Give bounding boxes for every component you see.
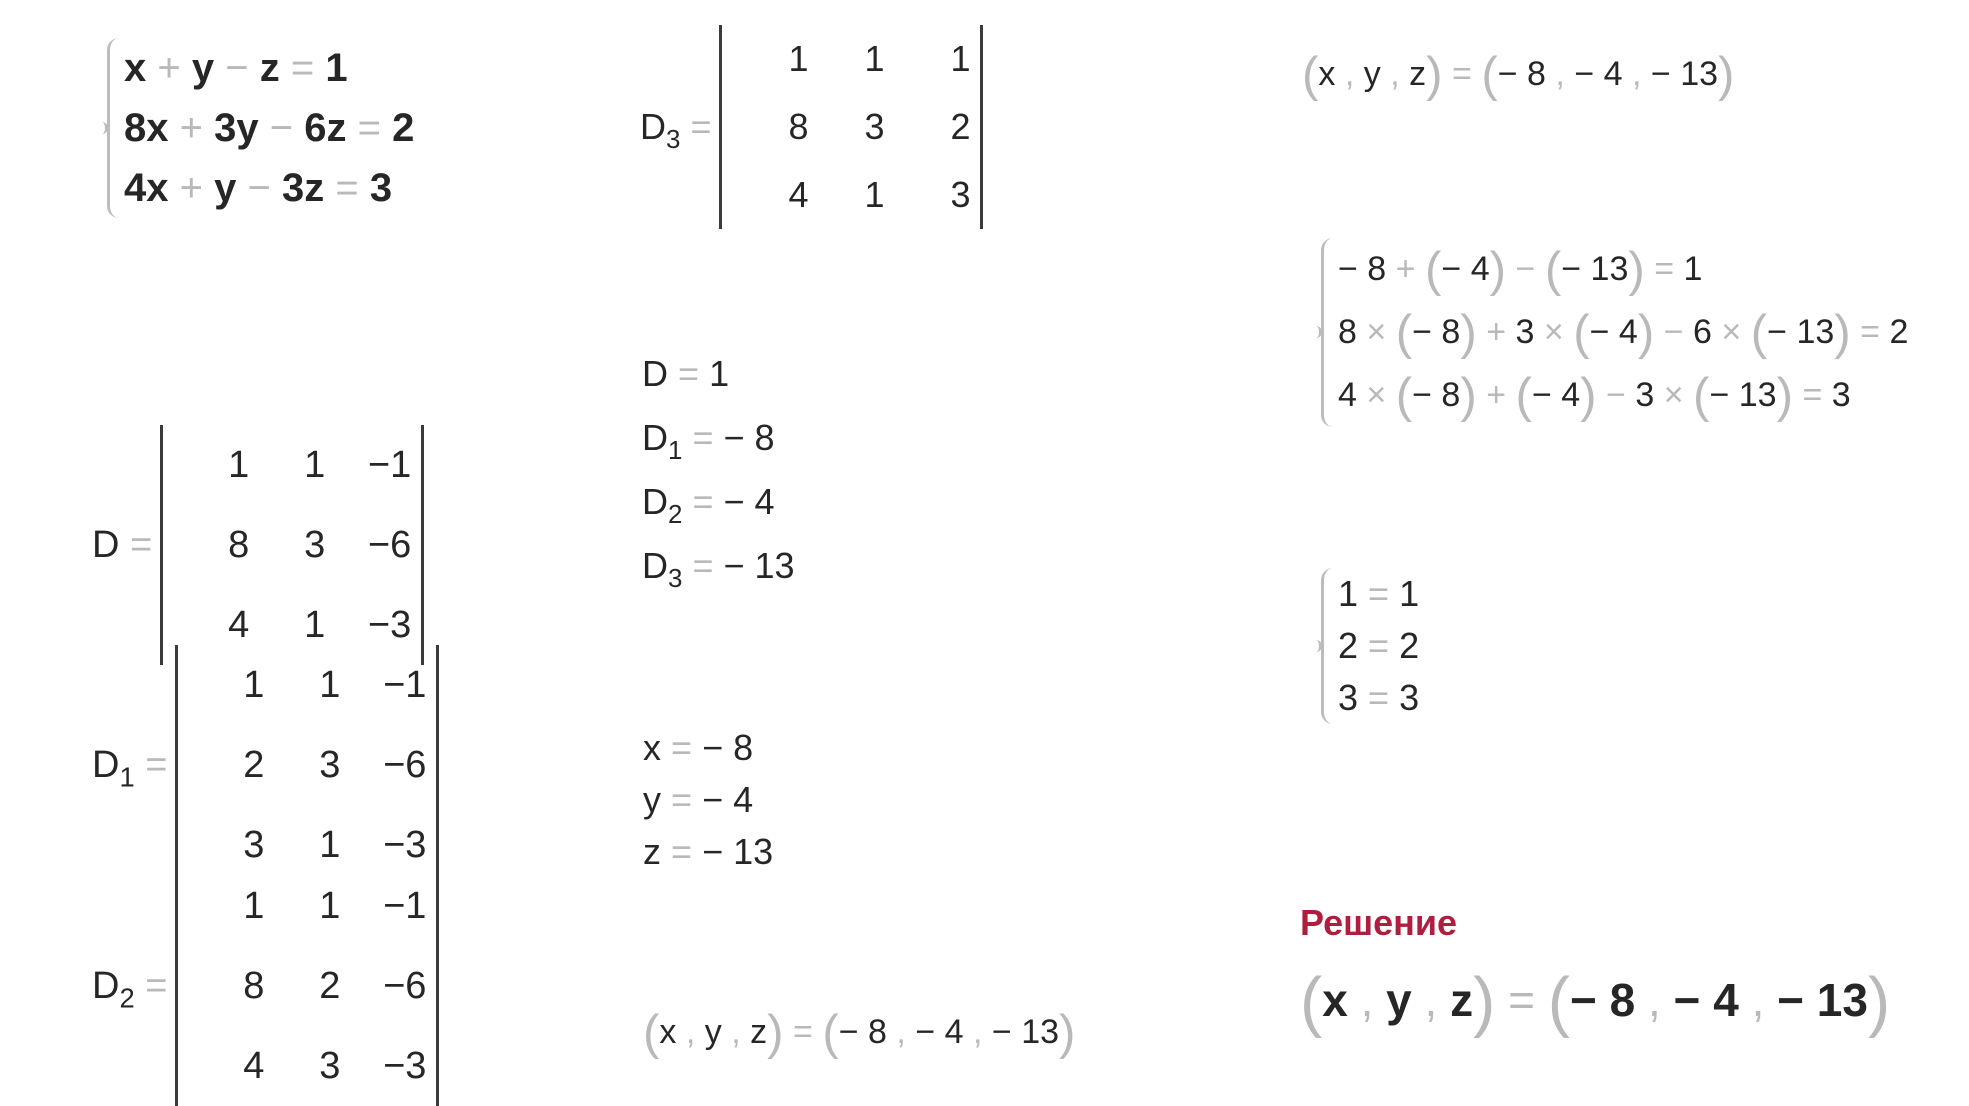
term: 1: [325, 46, 348, 90]
operator: ×: [1543, 312, 1564, 351]
separator: ,: [973, 1013, 983, 1052]
determinant-values: [642, 342, 795, 598]
tuple-item: − 8: [1497, 55, 1546, 94]
operator: −: [1606, 375, 1626, 414]
matrix-cell: 1: [243, 884, 265, 927]
equation-row: [124, 158, 414, 218]
check-rows: [1338, 238, 1908, 427]
determinant-d2: [92, 866, 439, 1106]
term: − 8: [1338, 250, 1387, 288]
matrix-cell: −3: [383, 1044, 427, 1087]
tuple-item: y: [1386, 974, 1412, 1026]
separator: ,: [685, 1013, 696, 1052]
tuple-item: − 4: [915, 1013, 964, 1052]
term: 2: [1338, 625, 1359, 666]
matrix-cell: −1: [367, 443, 412, 486]
matrix-cell: −6: [383, 743, 427, 786]
operator: ×: [1663, 375, 1684, 414]
var-z: z = − 13: [643, 831, 774, 872]
matrix-cell: 1: [788, 38, 809, 79]
term: − 13: [1709, 375, 1777, 414]
matrix-cell: 3: [243, 823, 265, 866]
operator: +: [1486, 312, 1507, 351]
matrix-cell: 2: [243, 743, 265, 786]
operator: =: [357, 106, 381, 150]
matrix-cell: 8: [228, 523, 250, 566]
operator: =: [793, 1013, 813, 1052]
matrix-cell: 1: [228, 443, 250, 486]
matrix-cell: 1: [864, 174, 885, 215]
tuple-item: − 8: [838, 1013, 887, 1052]
term: 3: [1515, 312, 1535, 351]
matrix-cell: 3: [950, 174, 971, 215]
equation-row: − 8 + (− 4) − (− 13) = 1: [1338, 241, 1703, 297]
tuple-item: − 13: [1650, 55, 1719, 94]
separator: ,: [1360, 974, 1374, 1026]
equation-row: [1338, 568, 1419, 620]
matrix-cell: 1: [319, 823, 341, 866]
operator: =: [335, 166, 359, 210]
term: 2: [392, 106, 415, 150]
term: 2: [1399, 625, 1420, 666]
matrix-cell: 1: [864, 38, 885, 79]
solution-heading: Решение: [1300, 902, 1458, 943]
term: − 13: [1767, 312, 1835, 351]
separator: ,: [731, 1013, 741, 1052]
equation-row: 8 × (− 8) + 3 × (− 4) − 6 × (− 13) = 2: [1338, 304, 1909, 360]
matrix-cell: −3: [367, 603, 412, 646]
matrix: [175, 866, 439, 1106]
equation-row: 4 × (− 8) + (− 4) − 3 × (− 13) = 3: [1338, 367, 1851, 423]
operator: =: [290, 46, 315, 90]
tuple-item: − 13: [1777, 974, 1868, 1026]
separator: ,: [1632, 55, 1642, 94]
term: 3: [1338, 677, 1359, 718]
operator: =: [1368, 677, 1390, 718]
term: 1: [1683, 250, 1703, 288]
matrix: [719, 25, 983, 229]
operator: ×: [1721, 312, 1742, 351]
term: 3z: [281, 166, 325, 210]
left-brace: [98, 38, 120, 218]
term: 8x: [124, 106, 169, 150]
operator: −: [1515, 250, 1536, 288]
operator: =: [1802, 375, 1823, 414]
term: x: [124, 46, 147, 90]
operator: −: [225, 46, 249, 90]
term: − 4: [1589, 312, 1638, 351]
operator: =: [1368, 573, 1390, 614]
operator: +: [1395, 250, 1416, 288]
matrix-cell: 2: [950, 106, 971, 147]
operator: −: [269, 106, 294, 150]
tuple-item: x: [659, 1013, 677, 1052]
matrix-cell: 4: [788, 174, 809, 215]
var-y: y = − 4: [643, 779, 754, 820]
tuple-result-top: (x , y , z) = (− 8 , − 4 , − 13): [1302, 47, 1735, 102]
tuple-item: y: [704, 1013, 722, 1052]
matrix-cell: −3: [383, 823, 427, 866]
left-brace: [1312, 238, 1334, 427]
matrix-cell: 3: [304, 523, 326, 566]
matrix-cell: −6: [367, 523, 412, 566]
term: 6: [1693, 312, 1712, 351]
solution-tuple: (x , y , z) = (− 8 , − 4 , − 13): [1300, 965, 1891, 1039]
tuple-item: z: [1450, 974, 1474, 1026]
matrix: [160, 425, 424, 665]
det-value-d1: $D_1$ = − 8: [642, 417, 775, 466]
left-brace: [1312, 568, 1334, 724]
operator: −: [1663, 312, 1684, 351]
equation-system: [98, 38, 414, 218]
determinant-d1: [92, 645, 439, 885]
operator: ×: [1366, 375, 1387, 414]
term: y: [214, 166, 237, 210]
operator: =: [130, 523, 153, 566]
separator: ,: [1424, 974, 1438, 1026]
operator: +: [179, 166, 203, 210]
operator: =: [1654, 250, 1675, 288]
determinant-d: [92, 425, 424, 665]
separator: ,: [1390, 55, 1400, 94]
term: 3y: [214, 106, 259, 150]
matrix-cell: 1: [319, 663, 341, 706]
operator: =: [1368, 625, 1390, 666]
var-x: x = − 8: [643, 727, 754, 768]
equation-row: [124, 38, 414, 98]
identity-system: [1312, 568, 1419, 724]
tuple-item: y: [1363, 55, 1381, 94]
matrix-cell: 3: [319, 1044, 341, 1087]
matrix-cell: 3: [319, 743, 341, 786]
check-system: [1312, 238, 1908, 427]
determinant-label: D =: [92, 523, 153, 566]
operator: =: [145, 964, 168, 1007]
determinant-label: $D_3$ =: [640, 106, 712, 155]
term: 8: [1338, 312, 1357, 351]
determinant-d3: [640, 25, 983, 229]
term: − 8: [1412, 375, 1461, 414]
term: y: [191, 46, 215, 90]
equation-row: [1338, 620, 1419, 672]
tuple-result-mid: (x , y , z) = (− 8 , − 4 , − 13): [643, 1005, 1076, 1060]
tuple-item: − 4: [1574, 55, 1623, 94]
matrix-cell: −1: [383, 884, 427, 927]
separator: ,: [1344, 55, 1355, 94]
operator: +: [1486, 375, 1507, 414]
variable-values: [643, 722, 773, 878]
determinant-label: $D_2$ =: [92, 964, 168, 1014]
determinant-label: $D_1$ =: [92, 743, 168, 793]
matrix-cell: 1: [243, 663, 265, 706]
term: z: [259, 46, 280, 90]
operator: +: [179, 106, 203, 150]
separator: ,: [1751, 974, 1765, 1026]
operator: −: [247, 166, 271, 210]
operator: =: [1508, 974, 1535, 1026]
matrix-cell: 8: [243, 964, 265, 1007]
operator: ×: [1366, 312, 1387, 351]
term: − 13: [1561, 250, 1629, 288]
tuple-item: z: [750, 1013, 768, 1052]
det-value-d3: $D_3$ = − 13: [642, 545, 795, 594]
tuple-item: − 8: [1569, 974, 1636, 1026]
term: 4x: [124, 166, 169, 210]
term: − 8: [1412, 312, 1461, 351]
term: − 4: [1531, 375, 1581, 414]
term: − 4: [1441, 250, 1490, 288]
equation-row: [124, 98, 414, 158]
term: 3: [1399, 677, 1420, 718]
matrix-cell: 4: [228, 603, 250, 646]
matrix-cell: −1: [383, 663, 427, 706]
matrix-cell: 1: [304, 603, 326, 646]
term: 1: [1399, 573, 1420, 614]
separator: ,: [1555, 55, 1565, 94]
matrix-cell: 4: [243, 1044, 265, 1087]
separator: ,: [1647, 974, 1661, 1026]
matrix-cell: 8: [788, 106, 809, 147]
operator: =: [1860, 312, 1880, 351]
operator: =: [1452, 55, 1472, 94]
term: 3: [369, 166, 393, 210]
identity-rows: [1338, 568, 1419, 724]
matrix-cell: 1: [304, 443, 326, 486]
tuple-item: x: [1322, 974, 1348, 1026]
term: 4: [1338, 375, 1357, 414]
term: 2: [1889, 312, 1909, 351]
det-value-d: D = 1: [642, 353, 730, 394]
matrix-cell: 2: [319, 964, 341, 1007]
term: 3: [1831, 375, 1851, 414]
matrix-cell: −6: [383, 964, 427, 1007]
operator: =: [145, 743, 168, 786]
tuple-item: z: [1409, 55, 1427, 94]
term: 3: [1635, 375, 1655, 414]
det-value-d2: $D_2$ = − 4: [642, 481, 775, 530]
term: 1: [1338, 573, 1359, 614]
matrix-cell: 1: [319, 884, 341, 927]
matrix-cell: 3: [864, 106, 885, 147]
system-rows: [124, 38, 414, 218]
tuple-item: − 13: [991, 1013, 1060, 1052]
equation-row: [1338, 672, 1419, 724]
operator: =: [690, 106, 712, 147]
separator: ,: [896, 1013, 906, 1052]
tuple-item: − 4: [1673, 974, 1739, 1026]
term: 6z: [304, 106, 347, 150]
operator: +: [157, 46, 181, 90]
matrix-cell: 1: [950, 38, 971, 79]
matrix: [175, 645, 439, 885]
tuple-item: x: [1318, 55, 1336, 94]
